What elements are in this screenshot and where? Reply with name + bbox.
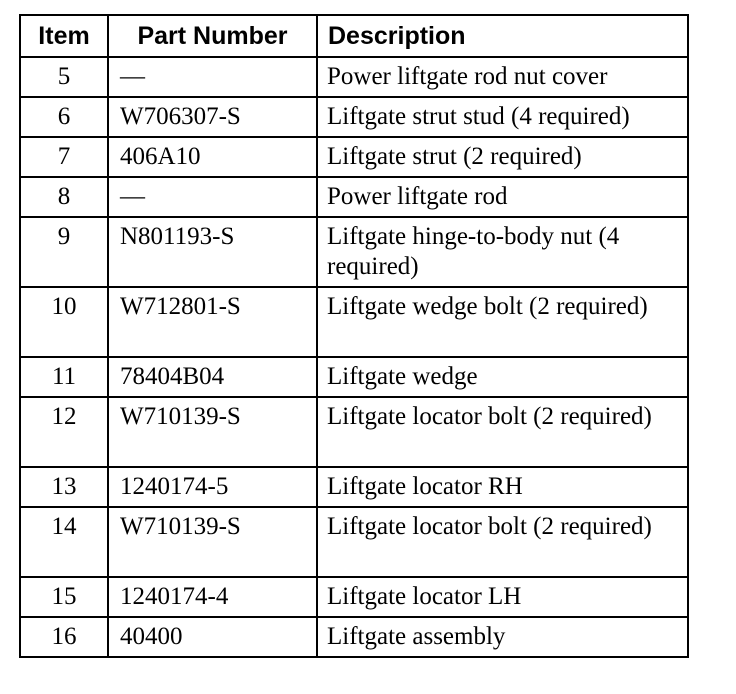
table-row (20, 467, 688, 507)
part-number-cell: 40400 (108, 617, 317, 657)
table-row (20, 397, 688, 467)
item-cell: 15 (20, 577, 108, 617)
table-row (20, 97, 688, 137)
parts-table (19, 14, 689, 658)
item-cell: 12 (20, 397, 108, 467)
table-row (20, 217, 688, 287)
header-description: Description (317, 15, 688, 57)
item-cell: 13 (20, 467, 108, 507)
part-number-cell: 78404B04 (108, 357, 317, 397)
description-cell: Liftgate locator LH (317, 577, 688, 617)
description-cell: Liftgate locator bolt (2 required) (317, 507, 688, 577)
description-cell: Liftgate hinge-to-body nut (4 required) (317, 217, 688, 287)
item-cell: 5 (20, 57, 108, 97)
table-row (20, 287, 688, 357)
description-cell: Liftgate locator bolt (2 required) (317, 397, 688, 467)
part-number-cell: — (108, 177, 317, 217)
table-row (20, 577, 688, 617)
description-cell: Liftgate wedge (317, 357, 688, 397)
item-cell: 16 (20, 617, 108, 657)
item-cell: 6 (20, 97, 108, 137)
table-row (20, 177, 688, 217)
table-row (20, 57, 688, 97)
header-item: Item (20, 15, 108, 57)
part-number-cell: W706307-S (108, 97, 317, 137)
header-part-number: Part Number (108, 15, 317, 57)
part-number-cell: — (108, 57, 317, 97)
table-row (20, 137, 688, 177)
item-cell: 14 (20, 507, 108, 577)
part-number-cell: W710139-S (108, 507, 317, 577)
item-cell: 9 (20, 217, 108, 287)
description-cell: Liftgate wedge bolt (2 required) (317, 287, 688, 357)
part-number-cell: W710139-S (108, 397, 317, 467)
table-row (20, 617, 688, 657)
description-cell: Power liftgate rod nut cover (317, 57, 688, 97)
table-row (20, 357, 688, 397)
description-cell: Liftgate strut stud (4 required) (317, 97, 688, 137)
description-cell: Power liftgate rod (317, 177, 688, 217)
part-number-cell: 1240174-4 (108, 577, 317, 617)
item-cell: 10 (20, 287, 108, 357)
table-row (20, 507, 688, 577)
part-number-cell: N801193-S (108, 217, 317, 287)
description-cell: Liftgate locator RH (317, 467, 688, 507)
part-number-cell: 1240174-5 (108, 467, 317, 507)
table-header-row (20, 15, 688, 57)
item-cell: 8 (20, 177, 108, 217)
part-number-cell: W712801-S (108, 287, 317, 357)
item-cell: 7 (20, 137, 108, 177)
description-cell: Liftgate strut (2 required) (317, 137, 688, 177)
part-number-cell: 406A10 (108, 137, 317, 177)
item-cell: 11 (20, 357, 108, 397)
description-cell: Liftgate assembly (317, 617, 688, 657)
